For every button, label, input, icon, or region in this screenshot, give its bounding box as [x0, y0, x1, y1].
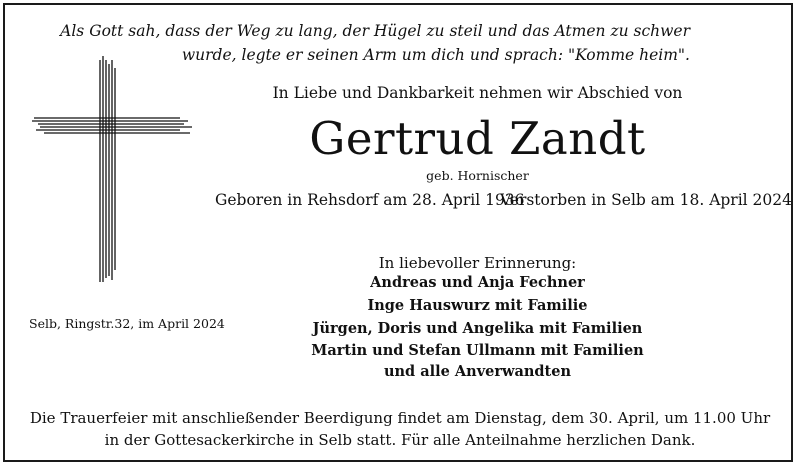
- mourner-line: Andreas und Anja Fechner: [370, 274, 585, 291]
- quote-line-1: Als Gott sah, dass der Weg zu lang, der Hügel zu steil und das Atmen zu schwer: [60, 22, 690, 40]
- memory-heading: In liebevoller Erinnerung:: [378, 254, 577, 272]
- footer-line-2: in der Gottesackerkirche in Selb statt. Für alle Anteilnahme herzlichen Dank.: [104, 431, 696, 449]
- location-date: Selb, Ringstr.32, im April 2024: [29, 316, 225, 331]
- intro-text: In Liebe und Dankbarkeit nehmen wir Abschied von: [272, 84, 683, 102]
- mourner-line: Jürgen, Doris und Angelika mit Familien: [312, 320, 643, 337]
- mourner-line: und alle Anverwandten: [383, 363, 572, 380]
- quote-line-2: wurde, legte er seinen Arm um dich und sprach: "Komme heim".: [181, 46, 690, 64]
- mourner-line: Martin und Stefan Ullmann mit Familien: [311, 342, 644, 359]
- mourner-line: Inge Hauswurz mit Familie: [367, 297, 588, 314]
- birth-info: Geboren in Rehsdorf am 28. April 1936: [215, 191, 525, 209]
- line-cross-icon: [30, 50, 200, 285]
- deceased-name: Gertrud Zandt: [309, 112, 646, 165]
- maiden-name: geb. Hornischer: [426, 168, 529, 183]
- death-info: Verstorben in Selb am 18. April 2024: [500, 191, 793, 209]
- footer-line-1: Die Trauerfeier mit anschließender Beerdigung findet am Dienstag, dem 30. April, um 11.00 Uhr: [29, 409, 771, 427]
